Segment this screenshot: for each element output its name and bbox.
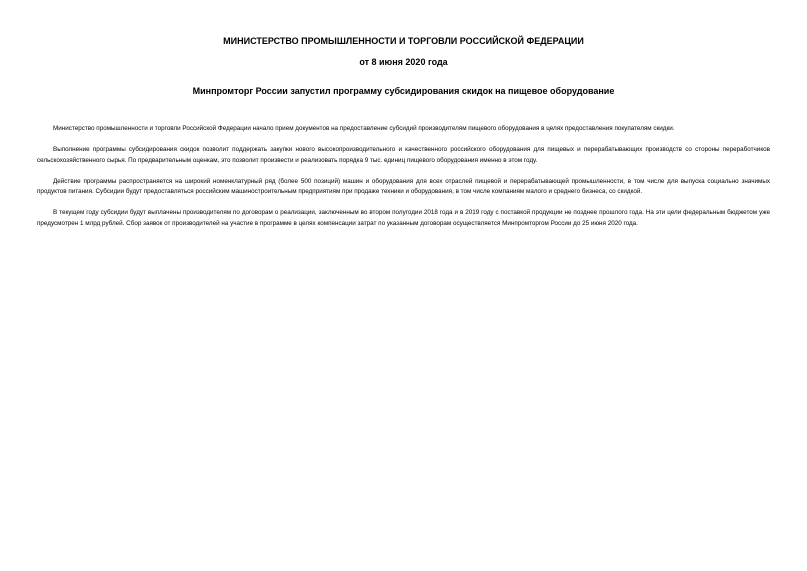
document-headline: Минпромторг России запустил программу субсидирования скидок на пищевое оборудование bbox=[192, 86, 615, 96]
document-body bbox=[37, 124, 770, 240]
body-paragraph: В текущем году субсидии будут выплачены производителям по договорам о реализации, заключенным во втором полугодии 2018 года и в 2019 году с поставкой продукции не позднее прошлого года. На эти цели федеральным бюджетом уже предусмотрен 1 млрд рублей. Сбор заявок от производителей на участие в программе в целях компенсации затрат по указанным договорам осуществляется Минпромторгом России до 25 июня 2020 года. bbox=[37, 209, 770, 227]
body-paragraph: Выполнение программы субсидирования скидок позволит поддержать закупки нового высокопроизводительного и качественного российского оборудования для пищевых и перерабатывающих производств со стороны переработчиков сельскохозяйственного сырья. По предварительным оценкам, это позволит произвести и реализовать порядка 9 тыс. единиц пищевого оборудования именно в этом году. bbox=[37, 146, 770, 164]
organization-title: МИНИСТЕРСТВО ПРОМЫШЛЕННОСТИ И ТОРГОВЛИ РОССИЙСКОЙ ФЕДЕРАЦИИ bbox=[223, 36, 584, 46]
document-date: от 8 июня 2020 года bbox=[359, 57, 448, 67]
body-paragraph: Действие программы распространяется на широкий номенклатурный ряд (более 500 позиций) машин и оборудования для всех отраслей пищевой и перерабатывающей промышленности, в том числе для выпуска социально значимых продуктов питания. Субсидии будут предоставляться российским машиностроительным предприятиям при продаже техники и оборудования, в том числе компаниям малого и среднего бизнеса, со скидкой. bbox=[37, 177, 770, 195]
body-paragraph: Министерство промышленности и торговли Российской Федерации начало прием документов на предоставление субсидий производителям пищевого оборудования в целях предоставления покупателям скидки. bbox=[53, 125, 675, 132]
